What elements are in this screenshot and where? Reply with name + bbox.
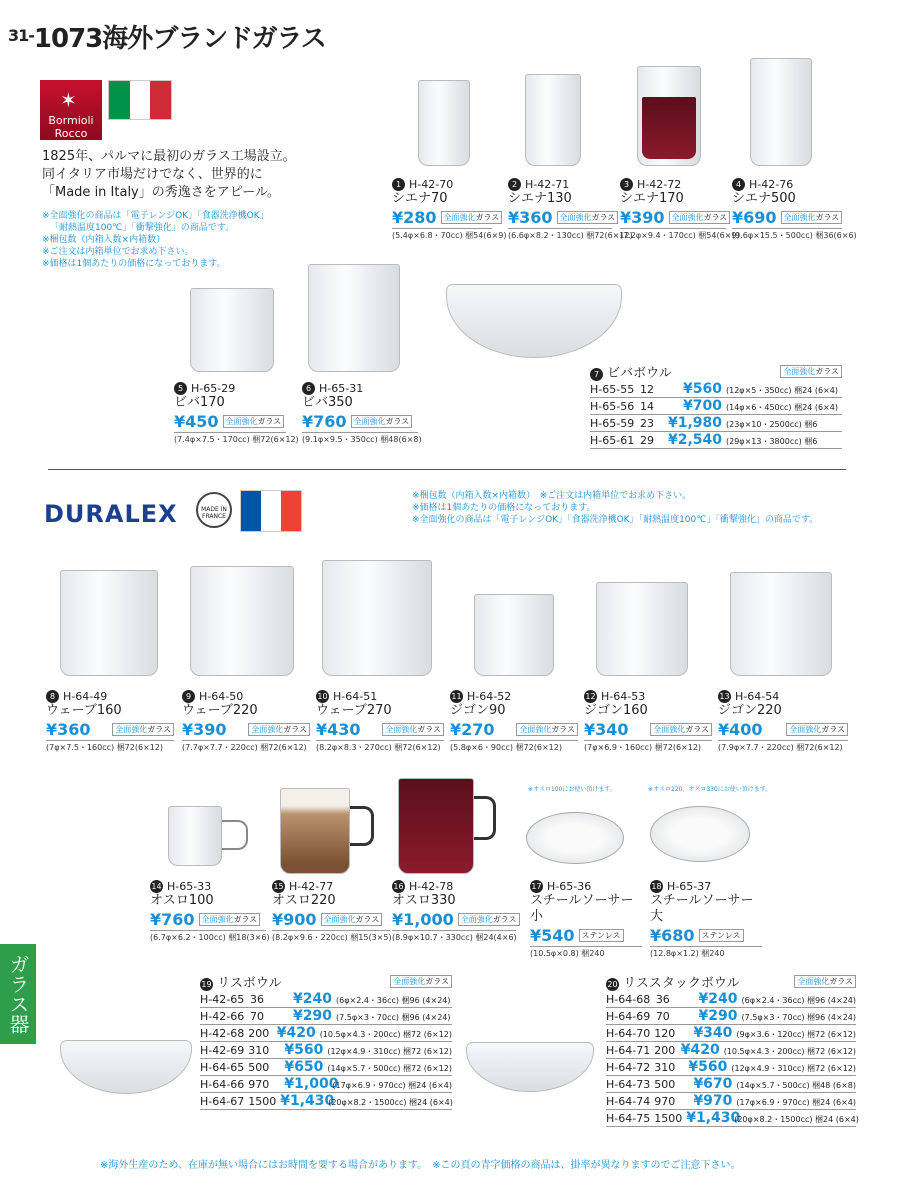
- product-11: 11 H-64-52 ジゴン90 ¥270 全面強化ガラス (5.8φ×6・90cc) 梱72(6×12): [450, 690, 578, 753]
- table-row: H-65-56 14 ¥700 (14φ×6・450cc) 梱24 (6×4): [590, 398, 842, 415]
- oslo100-image: [168, 806, 222, 866]
- wave270-image: [322, 560, 432, 676]
- product-1: 1 H-42-70 シエナ70 ¥280 全面強化ガラス (5.4φ×6.8・70cc) 梱54(6×9): [392, 178, 507, 240]
- product-5: 5 H-65-29 ビバ170 ¥450 全面強化ガラス (7.4φ×7.5・170cc) 梱72(6×12): [174, 382, 299, 444]
- made-in-france-seal: MADE IN FRANCE: [196, 492, 232, 528]
- italy-flag-icon: [108, 80, 172, 120]
- product-16: 16 H-42-78 オスロ330 ¥1,000 全面強化ガラス (8.9φ×10.7・330cc) 梱24(4×6): [392, 880, 516, 943]
- oslo100-handle: [222, 820, 248, 850]
- section-divider: [48, 469, 846, 470]
- saucer-small-image: [526, 812, 624, 864]
- table-row: H-64-73 500 ¥670 (14φ×5.7・500cc) 梱48 (6×8): [606, 1076, 856, 1092]
- gigogne90-image: [474, 594, 554, 676]
- gigogne220-image: [730, 572, 832, 676]
- product-2: 2 H-42-71 シエナ130 ¥360 全面強化ガラス (6.6φ×8.2・130cc) 梱72(6×12): [508, 178, 633, 240]
- france-flag-icon: [240, 490, 302, 532]
- table-row: H-64-74 970 ¥970 (17φ×6.9・970cc) 梱24 (6×4): [606, 1093, 856, 1109]
- product-13: 13 H-64-54 ジゴン220 ¥400 全面強化ガラス (7.9φ×7.7・220cc) 梱72(6×12): [718, 690, 848, 753]
- product-12: 12 H-64-53 ジゴン160 ¥340 全面強化ガラス (7φ×6.9・160cc) 梱72(6×12): [584, 690, 712, 753]
- table-row: H-64-65 500 ¥650 (14φ×5.7・500cc) 梱72 (6×12): [200, 1059, 452, 1075]
- lis-bowl-image: [60, 1040, 192, 1094]
- product-3: 3 H-42-72 シエナ170 ¥390 全面強化ガラス (7.2φ×9.4・170cc) 梱54(6×9): [620, 178, 740, 240]
- saucer-large-note: ※オスロ220、オスロ330にお使い頂けます。: [648, 786, 772, 793]
- viva-bowl-image: [446, 284, 622, 358]
- siena500-image: [750, 58, 812, 166]
- oslo330-image: [398, 778, 474, 874]
- star-icon: ✶: [60, 88, 77, 112]
- side-tab-glassware: ガラス器: [0, 944, 36, 1044]
- table-row: H-42-68 200 ¥420 (10.5φ×4.3・200cc) 梱72 (6×12): [200, 1025, 452, 1041]
- table-row: H-42-69 310 ¥560 (12φ×4.9・310cc) 梱72 (6×12): [200, 1042, 452, 1058]
- table-row: H-64-72 310 ¥560 (12φ×4.9・310cc) 梱72 (6×12): [606, 1059, 856, 1075]
- product-18: 18 H-65-37 スチールソーサー大 ¥680 ステンレス (12.8φ×1.2) 梱240: [650, 880, 762, 959]
- siena130-image: [525, 74, 581, 166]
- gigogne160-image: [596, 582, 688, 676]
- product-14: 14 H-65-33 オスロ100 ¥760 全面強化ガラス (6.7φ×6.2・100cc) 梱18(3×6): [150, 880, 270, 942]
- table-row: H-64-68 36 ¥240 (6φ×2.4・36cc) 梱96 (4×24): [606, 991, 856, 1007]
- product-4: 4 H-42-76 シエナ500 ¥690 全面強化ガラス (9.6φ×15.5・500cc) 梱36(6×6): [732, 178, 857, 240]
- table-row: H-42-66 70 ¥290 (7.5φ×3・70cc) 梱96 (4×24): [200, 1008, 451, 1024]
- oslo220-handle: [350, 806, 374, 846]
- wave220-image: [190, 566, 294, 676]
- siena70-image: [418, 80, 470, 166]
- table-row: H-64-66 970 ¥1,000 (17φ×6.9・970cc) 梱24 (6×4): [200, 1076, 452, 1092]
- viva170-image: [190, 288, 274, 372]
- saucer-small-note: ※オスロ100にお使い頂けます。: [528, 786, 616, 793]
- lis-stack-bowl-image: [466, 1042, 594, 1092]
- wave160-image: [60, 570, 158, 676]
- product-15: 15 H-42-77 オスロ220 ¥900 全面強化ガラス (8.2φ×9.6・220cc) 梱15(3×5): [272, 880, 392, 942]
- table-row: H-64-70 120 ¥340 (9φ×3.6・120cc) 梱72 (6×12): [606, 1025, 856, 1041]
- table-row: H-64-69 70 ¥290 (7.5φ×3・70cc) 梱96 (4×24): [606, 1008, 856, 1024]
- table-row: H-65-59 23 ¥1,980 (23φ×10・2500cc) 梱6: [590, 415, 842, 432]
- page-title: $^{31-}$1073海外ブランドガラス: [8, 24, 326, 54]
- duralex-notes: ※梱包数（内箱入数×内箱数） ※ご注文は内箱単位でお求め下さい。 ※価格は1個あたりの価格になっております。 ※全面強化の商品は「電子レンジOK」「食器洗浄機OK」「耐熱温度100℃」「衝撃強化」の商品です。: [412, 491, 819, 525]
- oslo330-handle: [474, 796, 496, 840]
- duralex-logo: DURALEX: [44, 500, 178, 528]
- lis-bowl-table: 19 リスボウル 全面強化ガラス H-42-65 36 ¥240 (6φ×2.4・36cc) 梱96 (4×24) H-42-66 70 ¥290 (7.5φ×3・70cc) 梱96 (4×24) H-42-68 200 ¥420 (10.5φ×4.3・200cc) 梱72 (6×12) H-42-69 310 ¥560 (12φ×4.9・310cc) 梱72 (6×12) H-64-65 500 ¥650 (14φ×5.7・500cc) 梱72 (6×12) H-64-66 970 ¥1,000 (17φ×6.9・970cc) 梱24 (6×4) H-64-67 1500 ¥1,430 (20φ×8.2・1500cc) 梱24 (6×4): [200, 976, 453, 1109]
- table-row: H-64-67 1500 ¥1,430 (20φ×8.2・1500cc) 梱24 (6×4): [200, 1093, 453, 1109]
- bormioli-intro: 1825年、パルマに最初のガラス工場設立。 同イタリア市場だけでなく、世界的に 「Made in Italy」の秀逸さをアピール。: [42, 149, 296, 200]
- footer-note: ※海外生産のため、在庫が無い場合にはお時間を要する場合があります。 ※この頁の青字価格の商品は、掛率が異なりますのでご注意下さい。: [100, 1160, 741, 1171]
- table-row: H-42-65 36 ¥240 (6φ×2.4・36cc) 梱96 (4×24): [200, 991, 451, 1007]
- table-row: H-64-71 200 ¥420 (10.5φ×4.3・200cc) 梱72 (6×12): [606, 1042, 856, 1058]
- siena170-image: [637, 66, 701, 166]
- table-row: H-64-75 1500 ¥1,430 (20φ×8.2・1500cc) 梱24 (6×4): [606, 1110, 859, 1126]
- saucer-large-image: [650, 806, 750, 862]
- table-row: H-65-55 12 ¥560 (12φ×5・350cc) 梱24 (6×4): [590, 381, 842, 398]
- product-17: 17 H-65-36 スチールソーサー小 ¥540 ステンレス (10.5φ×0.8) 梱240: [530, 880, 642, 959]
- bormioli-logo: ✶ Bormioli Rocco: [40, 80, 102, 140]
- bormioli-notes: ※全面強化の商品は「電子レンジOK」「食器洗浄機OK」 「耐熱温度100℃」「衝撃強化」の商品です。 ※梱包数（内箱入数×内箱数） ※ご注文は内箱単位でお求め下さい。 ※価格は1個あたりの価格になっております。: [42, 211, 269, 269]
- lis-stack-table: 20 リススタックボウル 全面強化ガラス H-64-68 36 ¥240 (6φ×2.4・36cc) 梱96 (4×24) H-64-69 70 ¥290 (7.5φ×3・70cc) 梱96 (4×24) H-64-70 120 ¥340 (9φ×3.6・120cc) 梱72 (6×12) H-64-71 200 ¥420 (10.5φ×4.3・200cc) 梱72 (6×12) H-64-72 310 ¥560 (12φ×4.9・310cc) 梱72 (6×12) H-64-73 500 ¥670 (14φ×5.7・500cc) 梱48 (6×8) H-64-74 970 ¥970 (17φ×6.9・970cc) 梱24 (6×4) H-64-75 1500 ¥1,430 (20φ×8.2・1500cc) 梱24 (6×4): [606, 976, 859, 1126]
- table-row: H-65-61 29 ¥2,540 (29φ×13・3800cc) 梱6: [590, 432, 842, 449]
- viva350-image: [308, 264, 400, 372]
- product-10: 10 H-64-51 ウェーブ270 ¥430 全面強化ガラス (8.2φ×8.3・270cc) 梱72(6×12): [316, 690, 444, 753]
- product-6: 6 H-65-31 ビバ350 ¥760 全面強化ガラス (9.1φ×9.5・350cc) 梱48(6×8): [302, 382, 422, 444]
- oslo220-image: [280, 788, 350, 874]
- product-9: 9 H-64-50 ウェーブ220 ¥390 全面強化ガラス (7.7φ×7.7・220cc) 梱72(6×12): [182, 690, 310, 753]
- viva-bowl-table: 7 ビバボウル 全面強化ガラス H-65-55 12 ¥560 (12φ×5・350cc) 梱24 (6×4) H-65-56 14 ¥700 (14φ×6・450cc) 梱24 (6×4) H-65-59 23 ¥1,980 (23φ×10・2500cc) 梱6 H-65-61 29 ¥2,540 (29φ×13・3800cc) 梱6: [590, 362, 842, 449]
- product-8: 8 H-64-49 ウェーブ160 ¥360 全面強化ガラス (7φ×7.5・160cc) 梱72(6×12): [46, 690, 174, 753]
